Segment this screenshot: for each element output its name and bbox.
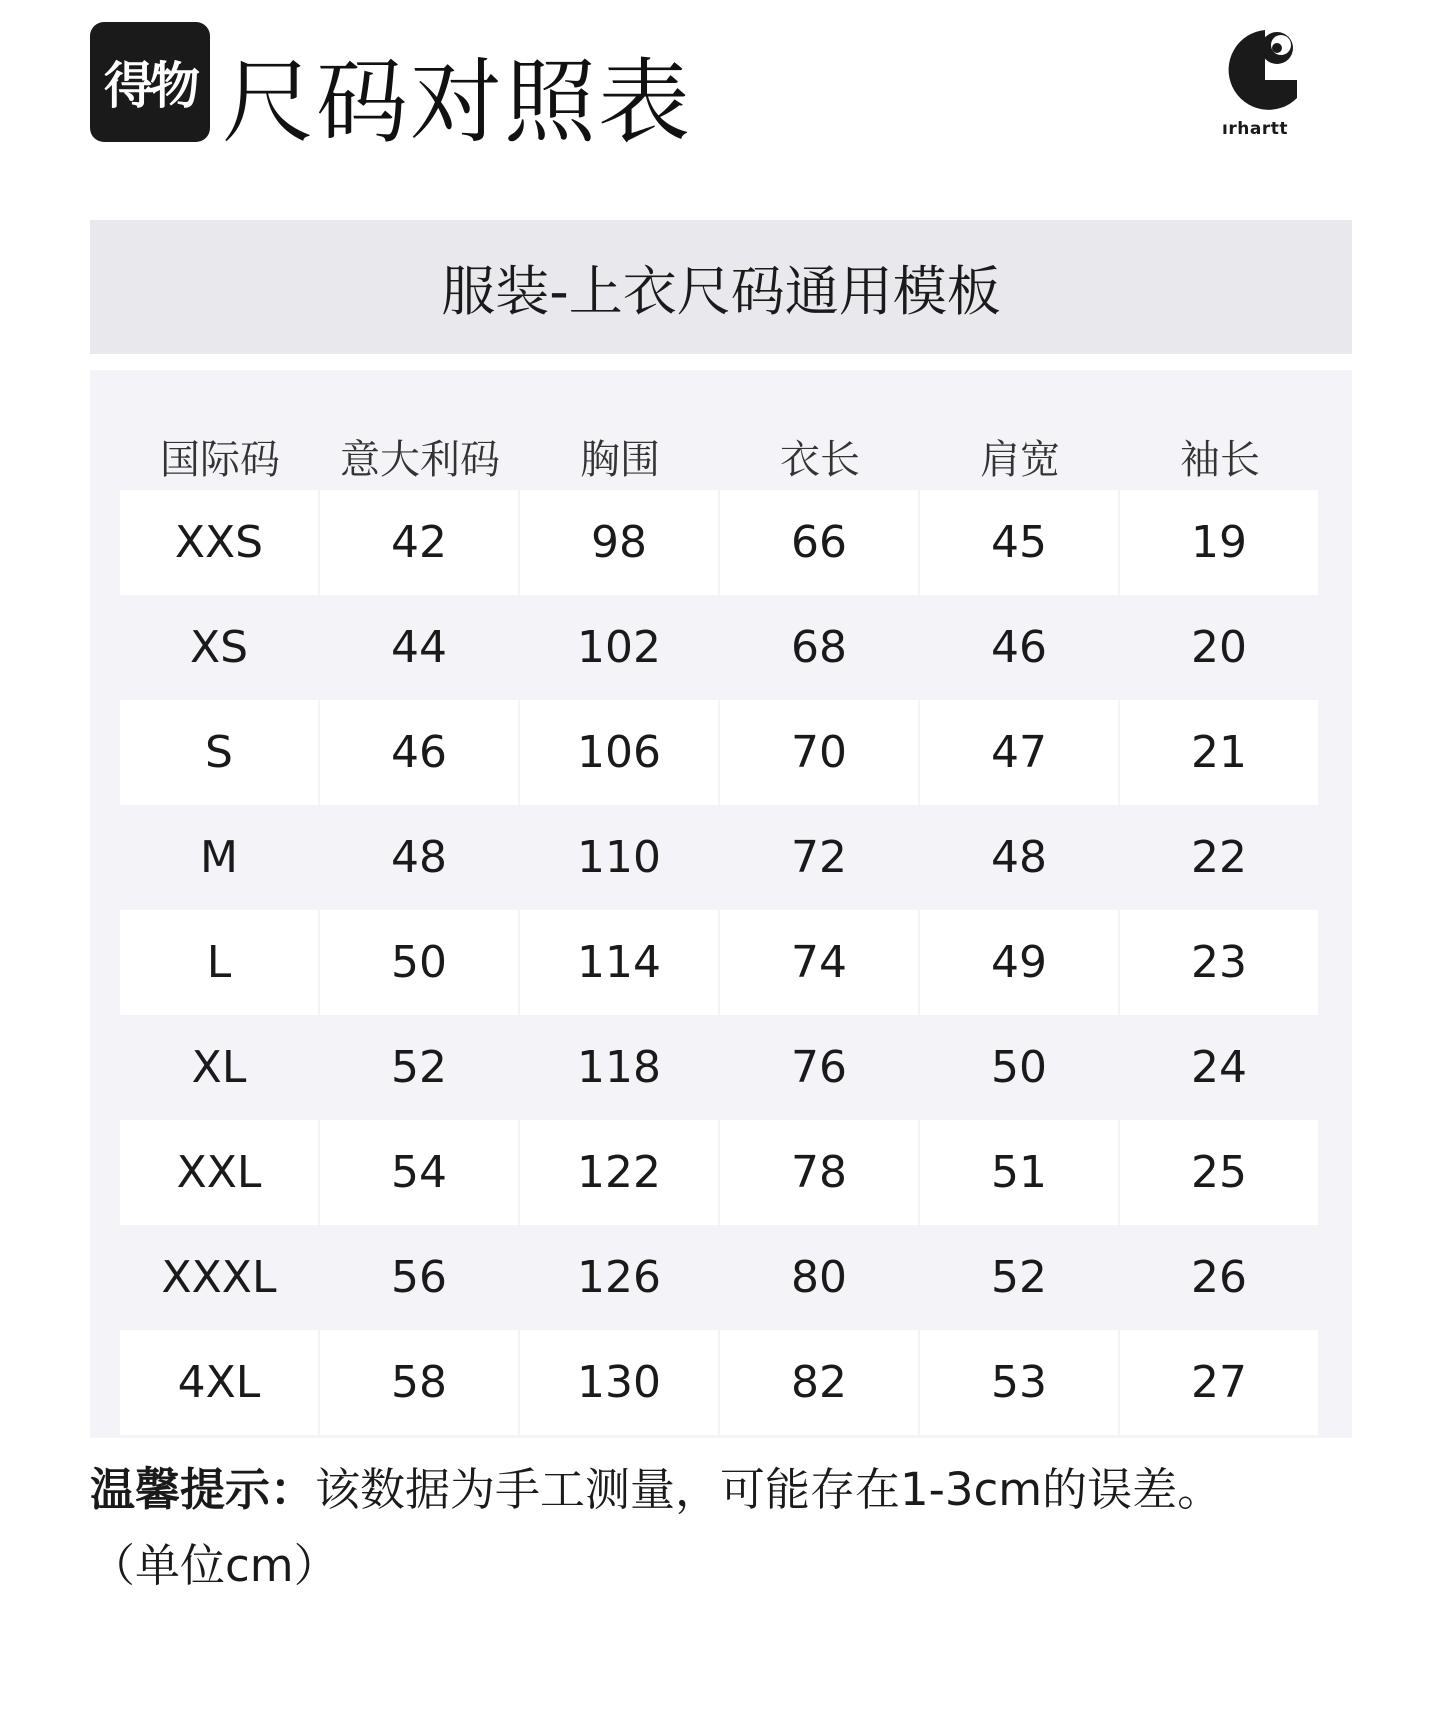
cell-length: 76 xyxy=(720,1015,918,1120)
cell-intl-size: XXS xyxy=(120,490,318,595)
table-row xyxy=(120,910,1320,1015)
cell-intl-size: XL xyxy=(120,1015,318,1120)
cell-sleeve: 21 xyxy=(1120,700,1318,805)
cell-chest: 130 xyxy=(520,1330,718,1435)
carhartt-logo xyxy=(1205,24,1305,144)
table-row xyxy=(120,700,1320,805)
col-header-sleeve: 袖长 xyxy=(1180,437,1260,483)
cell-chest: 106 xyxy=(520,700,718,805)
cell-length: 80 xyxy=(720,1225,918,1330)
page-title: 尺码对照表 xyxy=(222,49,693,156)
cell-length: 74 xyxy=(720,910,918,1015)
col-header-length: 衣长 xyxy=(780,437,860,483)
cell-italian-size: 44 xyxy=(320,595,518,700)
cell-shoulder: 52 xyxy=(920,1225,1118,1330)
size-table xyxy=(90,370,1352,1438)
cell-shoulder: 46 xyxy=(920,595,1118,700)
cell-italian-size: 46 xyxy=(320,700,518,805)
cell-intl-size: L xyxy=(120,910,318,1015)
cell-shoulder: 53 xyxy=(920,1330,1118,1435)
carhartt-c-icon xyxy=(1205,24,1305,119)
col-header-chest: 胸围 xyxy=(580,437,660,483)
cell-chest: 122 xyxy=(520,1120,718,1225)
cell-intl-size: S xyxy=(120,700,318,805)
cell-italian-size: 58 xyxy=(320,1330,518,1435)
cell-sleeve: 20 xyxy=(1120,595,1318,700)
cell-intl-size: XS xyxy=(120,595,318,700)
cell-sleeve: 27 xyxy=(1120,1330,1318,1435)
cell-chest: 126 xyxy=(520,1225,718,1330)
col-header-shoulder: 肩宽 xyxy=(980,437,1060,483)
cell-chest: 98 xyxy=(520,490,718,595)
carhartt-wordmark: ırhartt xyxy=(1222,119,1288,139)
table-row xyxy=(120,595,1320,700)
cell-length: 78 xyxy=(720,1120,918,1225)
table-row xyxy=(120,805,1320,910)
table-row xyxy=(120,1120,1320,1225)
cell-shoulder: 51 xyxy=(920,1120,1118,1225)
cell-length: 72 xyxy=(720,805,918,910)
cell-length: 82 xyxy=(720,1330,918,1435)
cell-sleeve: 23 xyxy=(1120,910,1318,1015)
cell-sleeve: 24 xyxy=(1120,1015,1318,1120)
cell-length: 70 xyxy=(720,700,918,805)
note-label: 温馨提示： xyxy=(90,1463,316,1516)
cell-intl-size: M xyxy=(120,805,318,910)
cell-italian-size: 48 xyxy=(320,805,518,910)
note-unit: （单位cm） xyxy=(90,1539,339,1592)
cell-italian-size: 54 xyxy=(320,1120,518,1225)
cell-sleeve: 26 xyxy=(1120,1225,1318,1330)
cell-length: 68 xyxy=(720,595,918,700)
cell-italian-size: 50 xyxy=(320,910,518,1015)
cell-intl-size: 4XL xyxy=(120,1330,318,1435)
cell-italian-size: 42 xyxy=(320,490,518,595)
measurement-note xyxy=(90,1452,1352,1604)
table-row xyxy=(120,1225,1320,1330)
table-row xyxy=(120,1330,1320,1435)
table-row xyxy=(120,1015,1320,1120)
cell-length: 66 xyxy=(720,490,918,595)
cell-chest: 110 xyxy=(520,805,718,910)
col-header-intl-size: 国际码 xyxy=(160,437,280,483)
dewu-logo-text: 得物 xyxy=(104,57,196,115)
cell-italian-size: 52 xyxy=(320,1015,518,1120)
cell-italian-size: 56 xyxy=(320,1225,518,1330)
cell-shoulder: 45 xyxy=(920,490,1118,595)
dewu-logo xyxy=(90,22,210,142)
cell-shoulder: 47 xyxy=(920,700,1118,805)
note-text: 该数据为手工测量，可能存在1-3cm的误差。 xyxy=(315,1463,1223,1516)
cell-shoulder: 49 xyxy=(920,910,1118,1015)
cell-shoulder: 50 xyxy=(920,1015,1118,1120)
cell-chest: 114 xyxy=(520,910,718,1015)
cell-sleeve: 19 xyxy=(1120,490,1318,595)
cell-intl-size: XXL xyxy=(120,1120,318,1225)
cell-sleeve: 25 xyxy=(1120,1120,1318,1225)
col-header-italian-size: 意大利码 xyxy=(340,437,500,483)
template-banner xyxy=(90,220,1352,354)
cell-intl-size: XXXL xyxy=(120,1225,318,1330)
cell-chest: 102 xyxy=(520,595,718,700)
table-row xyxy=(120,490,1320,595)
template-title: 服装-上衣尺码通用模板 xyxy=(441,259,1001,323)
cell-shoulder: 48 xyxy=(920,805,1118,910)
cell-chest: 118 xyxy=(520,1015,718,1120)
cell-sleeve: 22 xyxy=(1120,805,1318,910)
